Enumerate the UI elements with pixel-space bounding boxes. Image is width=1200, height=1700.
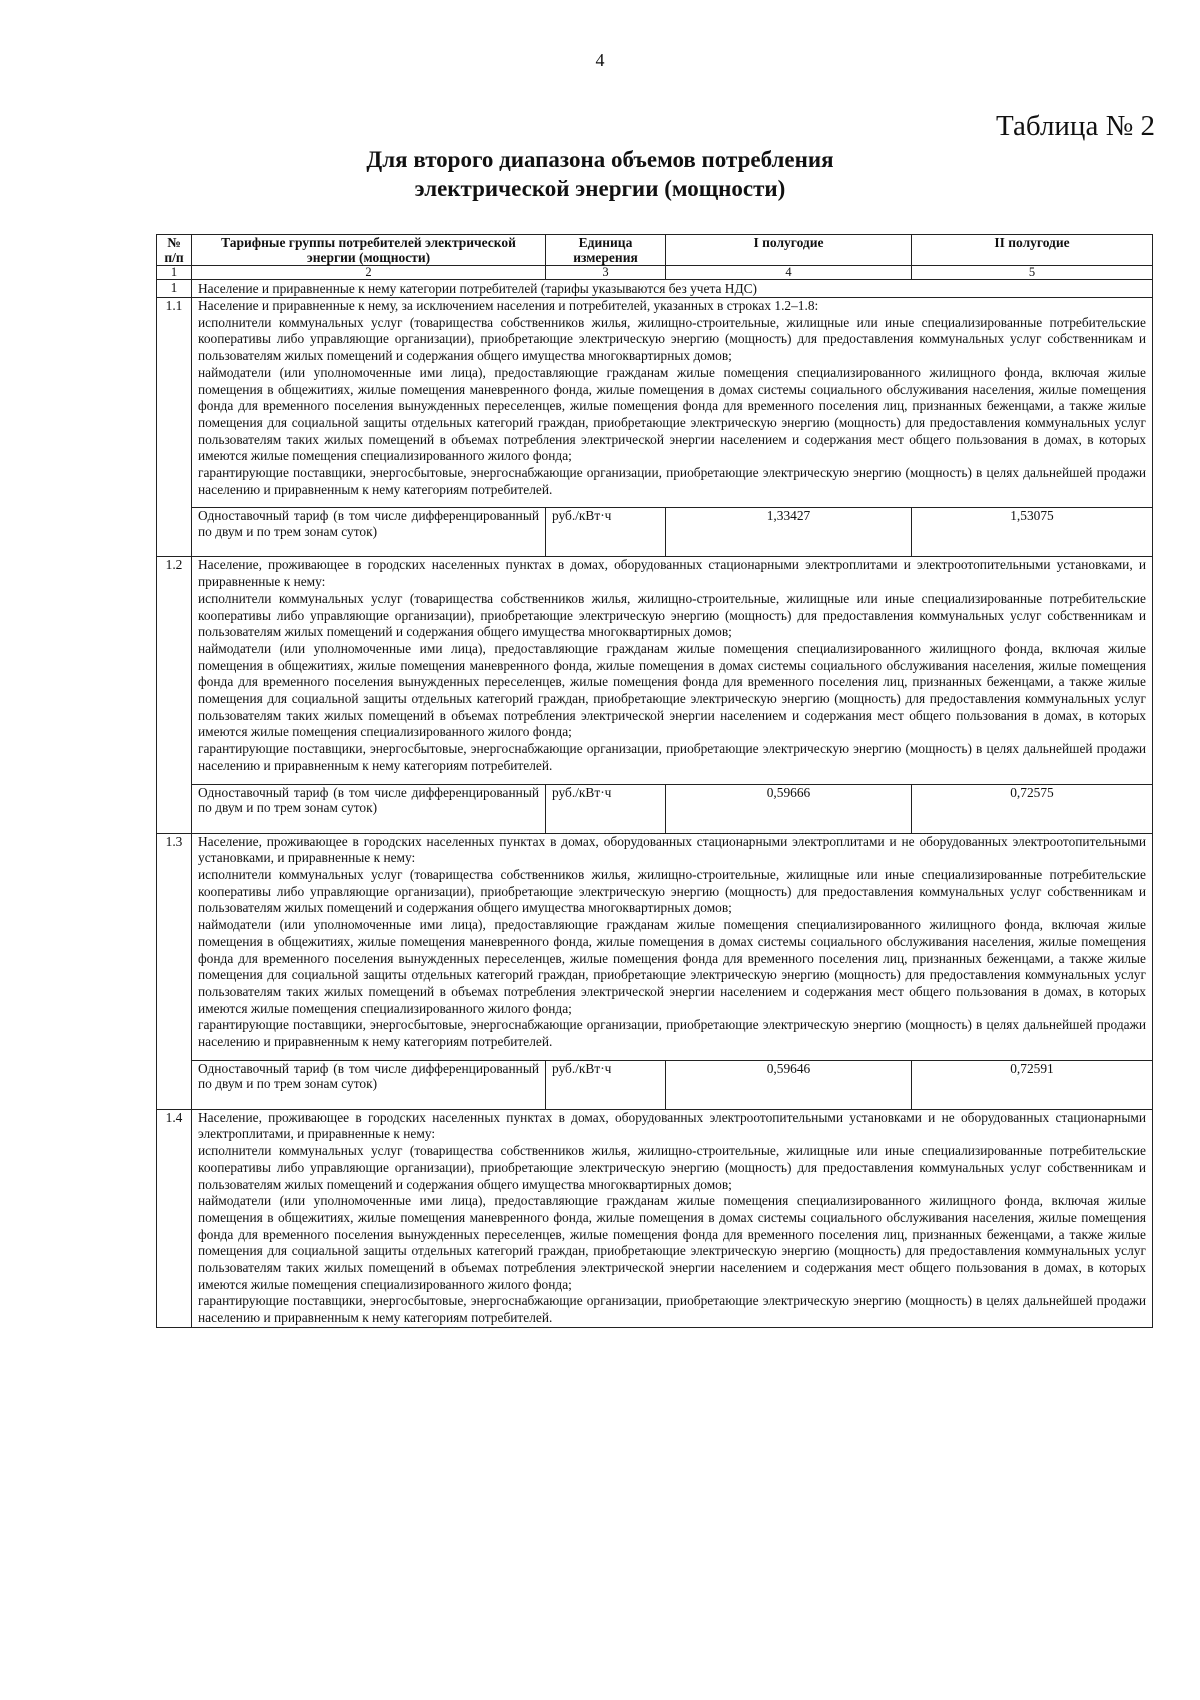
row-description [192, 1109, 1153, 1327]
row-description [192, 557, 1153, 784]
row-paragraph: гарантирующие поставщики, энергосбытовые, энергоснабжающие организации, приобретающие электрическую энергию (мощность) в целях дальнейшей продажи населению и приравненным к нему категориям потребителей. [198, 465, 1146, 497]
tariff-name: Одноставочный тариф (в том числе дифференцированный по двум и по трем зонам суток) [192, 508, 546, 557]
section-row [157, 280, 1153, 298]
row-intro: Население и приравненные к нему, за исключением населения и потребителей, указанных в строках 1.2–1.8: [198, 298, 819, 313]
row-num: 1.1 [157, 298, 192, 557]
row-paragraph: наймодатели (или уполномоченные ими лица), предоставляющие гражданам жилые помещения специализированного жилищного фонда, включая жилые помещения в общежитиях, жилые помещения маневренного фонда, жилые помещения в домах системы социального обслуживания населения, жилые помещения фонда для временного поселения вынужденных переселенцев, жилые помещения фонда для временного поселения лиц, признанных беженцами, а также жилые помещения для социальной защиты отдельных категорий граждан, приобретающие электрическую энергию (мощность) для предоставления коммунальных услуг пользователям таких жилых помещений в объемах потребления электрической энергии населением и содержания мест общего пользования в домах, в которых имеются жилые помещения специализированного жилого фонда; [198, 917, 1146, 1016]
row-description [192, 298, 1153, 508]
row-num: 1.2 [157, 557, 192, 833]
tariff-row [157, 508, 1153, 557]
tariff-unit: руб./кВт·ч [546, 784, 666, 833]
header-group: Тарифные группы потребителей электрической энергии (мощности) [192, 235, 546, 266]
table-row [157, 557, 1153, 784]
row-paragraph: гарантирующие поставщики, энергосбытовые, энергоснабжающие организации, приобретающие электрическую энергию (мощность) в целях дальнейшей продажи населению и приравненным к нему категориям потребителей. [198, 741, 1146, 773]
section-num: 1 [157, 280, 192, 298]
row-paragraph: наймодатели (или уполномоченные ими лица), предоставляющие гражданам жилые помещения специализированного жилищного фонда, включая жилые помещения в общежитиях, жилые помещения маневренного фонда, жилые помещения в домах системы социального обслуживания населения, жилые помещения фонда для временного поселения вынужденных переселенцев, жилые помещения фонда для временного поселения лиц, признанных беженцами, а также жилые помещения для социальной защиты отдельных категорий граждан, приобретающие электрическую энергию (мощность) для предоставления коммунальных услуг пользователям таких жилых помещений в объемах потребления электрической энергии населением и содержания мест общего пользования в домах, в которых имеются жилые помещения специализированного жилого фонда; [198, 1193, 1146, 1292]
row-paragraph: исполнители коммунальных услуг (товарищества собственников жилья, жилищно-строительные, жилищные или иные специализированные потребительские кооперативы либо управляющие организации), приобретающие электрическую энергию (мощность) для предоставления коммунальных услуг собственникам и пользователям жилых помещений и содержания общего имущества многоквартирных домов; [198, 314, 1146, 364]
tariff-unit: руб./кВт·ч [546, 1060, 666, 1109]
table-row [157, 1109, 1153, 1327]
row-paragraph: исполнители коммунальных услуг (товарищества собственников жилья, жилищно-строительные, жилищные или иные специализированные потребительские кооперативы либо управляющие организации), приобретающие электрическую энергию (мощность) для предоставления коммунальных услуг собственникам и пользователям жилых помещений и содержания общего имущества многоквартирных домов; [198, 590, 1146, 640]
tariff-value-h1: 0,59646 [666, 1060, 912, 1109]
row-paragraph: наймодатели (или уполномоченные ими лица), предоставляющие гражданам жилые помещения специализированного жилищного фонда, включая жилые помещения в общежитиях, жилые помещения маневренного фонда, жилые помещения в домах системы социального обслуживания населения, жилые помещения фонда для временного поселения вынужденных переселенцев, жилые помещения фонда для временного поселения лиц, признанных беженцами, а также жилые помещения для социальной защиты отдельных категорий граждан, приобретающие электрическую энергию (мощность) для предоставления коммунальных услуг пользователям таких жилых помещений в объемах потребления электрической энергии населением и содержания мест общего пользования в домах, в которых имеются жилые помещения специализированного жилого фонда; [198, 640, 1146, 740]
tariff-table [156, 234, 1153, 1328]
row-paragraph: гарантирующие поставщики, энергосбытовые, энергоснабжающие организации, приобретающие электрическую энергию (мощность) в целях дальнейшей продажи населению и приравненным к нему категориям потребителей. [198, 1293, 1146, 1326]
row-paragraph: наймодатели (или уполномоченные ими лица), предоставляющие гражданам жилые помещения специализированного жилищного фонда, включая жилые помещения в общежитиях, жилые помещения маневренного фонда, жилые помещения в домах системы социального обслуживания населения, жилые помещения фонда для временного поселения вынужденных переселенцев, жилые помещения фонда для временного поселения лиц, признанных беженцами, а также жилые помещения для социальной защиты отдельных категорий граждан, приобретающие электрическую энергию (мощность) для предоставления коммунальных услуг пользователям таких жилых помещений в объемах потребления электрической энергии населением и содержания мест общего пользования в домах, в которых имеются жилые помещения специализированного жилого фонда; [198, 364, 1146, 464]
table-header-row [157, 235, 1153, 266]
row-description [192, 833, 1153, 1060]
tariff-name: Одноставочный тариф (в том числе дифференцированный по двум и по трем зонам суток) [192, 784, 546, 833]
row-paragraph: гарантирующие поставщики, энергосбытовые, энергоснабжающие организации, приобретающие электрическую энергию (мощность) в целях дальнейшей продажи населению и приравненным к нему категориям потребителей. [198, 1017, 1146, 1050]
tariff-row [157, 784, 1153, 833]
row-intro: Население, проживающее в городских населенных пунктах в домах, оборудованных стационарными электроплитами и электроотопительными установками, и приравненные к нему: [198, 557, 1146, 590]
table-heading [300, 145, 900, 203]
tariff-value-h2: 0,72575 [912, 784, 1153, 833]
header-unit: Единица измерения [546, 235, 666, 266]
tariff-unit: руб./кВт·ч [546, 508, 666, 557]
row-num: 1.3 [157, 833, 192, 1109]
tariff-row [157, 1060, 1153, 1109]
row-num: 1.4 [157, 1109, 192, 1327]
tariff-name: Одноставочный тариф (в том числе дифференцированный по двум и по трем зонам суток) [192, 1060, 546, 1109]
row-intro: Население, проживающее в городских населенных пунктах в домах, оборудованных стационарными электроплитами и не оборудованных электроотопительными установками, и приравненные к нему: [198, 833, 1146, 866]
tariff-value-h2: 1,53075 [912, 508, 1153, 557]
index-cell: 2 [192, 266, 546, 280]
index-cell: 4 [666, 266, 912, 280]
table-label: Таблица № 2 [996, 110, 1155, 142]
row-paragraph: исполнители коммунальных услуг (товарищества собственников жилья, жилищно-строительные, жилищные или иные специализированные потребительские кооперативы либо управляющие организации), приобретающие электрическую энергию (мощность) для предоставления коммунальных услуг собственникам и пользователям жилых помещений и содержания общего имущества многоквартирных домов; [198, 866, 1146, 916]
tariff-value-h1: 0,59666 [666, 784, 912, 833]
column-index-row [157, 266, 1153, 280]
section-title: Население и приравненные к нему категории потребителей (тарифы указываются без учета НДС) [192, 280, 1153, 298]
row-paragraph: исполнители коммунальных услуг (товарищества собственников жилья, жилищно-строительные, жилищные или иные специализированные потребительские кооперативы либо управляющие организации), приобретающие электрическую энергию (мощность) для предоставления коммунальных услуг собственникам и пользователям жилых помещений и содержания общего имущества многоквартирных домов; [198, 1143, 1146, 1192]
tariff-value-h2: 0,72591 [912, 1060, 1153, 1109]
row-intro: Население, проживающее в городских населенных пунктах в домах, оборудованных электроотопительными установками и не оборудованных стационарными электроплитами, и приравненные к нему: [198, 1109, 1146, 1142]
index-cell: 1 [157, 266, 192, 280]
tariff-value-h1: 1,33427 [666, 508, 912, 557]
table-row [157, 833, 1153, 1060]
page-number: 4 [595, 50, 605, 70]
header-num: № п/п [157, 235, 192, 266]
index-cell: 3 [546, 266, 666, 280]
table-row [157, 298, 1153, 508]
index-cell: 5 [912, 266, 1153, 280]
heading-line-1: Для второго диапазона объемов потребления [366, 147, 834, 172]
heading-line-2: электрической энергии (мощности) [414, 176, 786, 201]
header-h1: I полугодие [666, 235, 912, 266]
header-h2: II полугодие [912, 235, 1153, 266]
